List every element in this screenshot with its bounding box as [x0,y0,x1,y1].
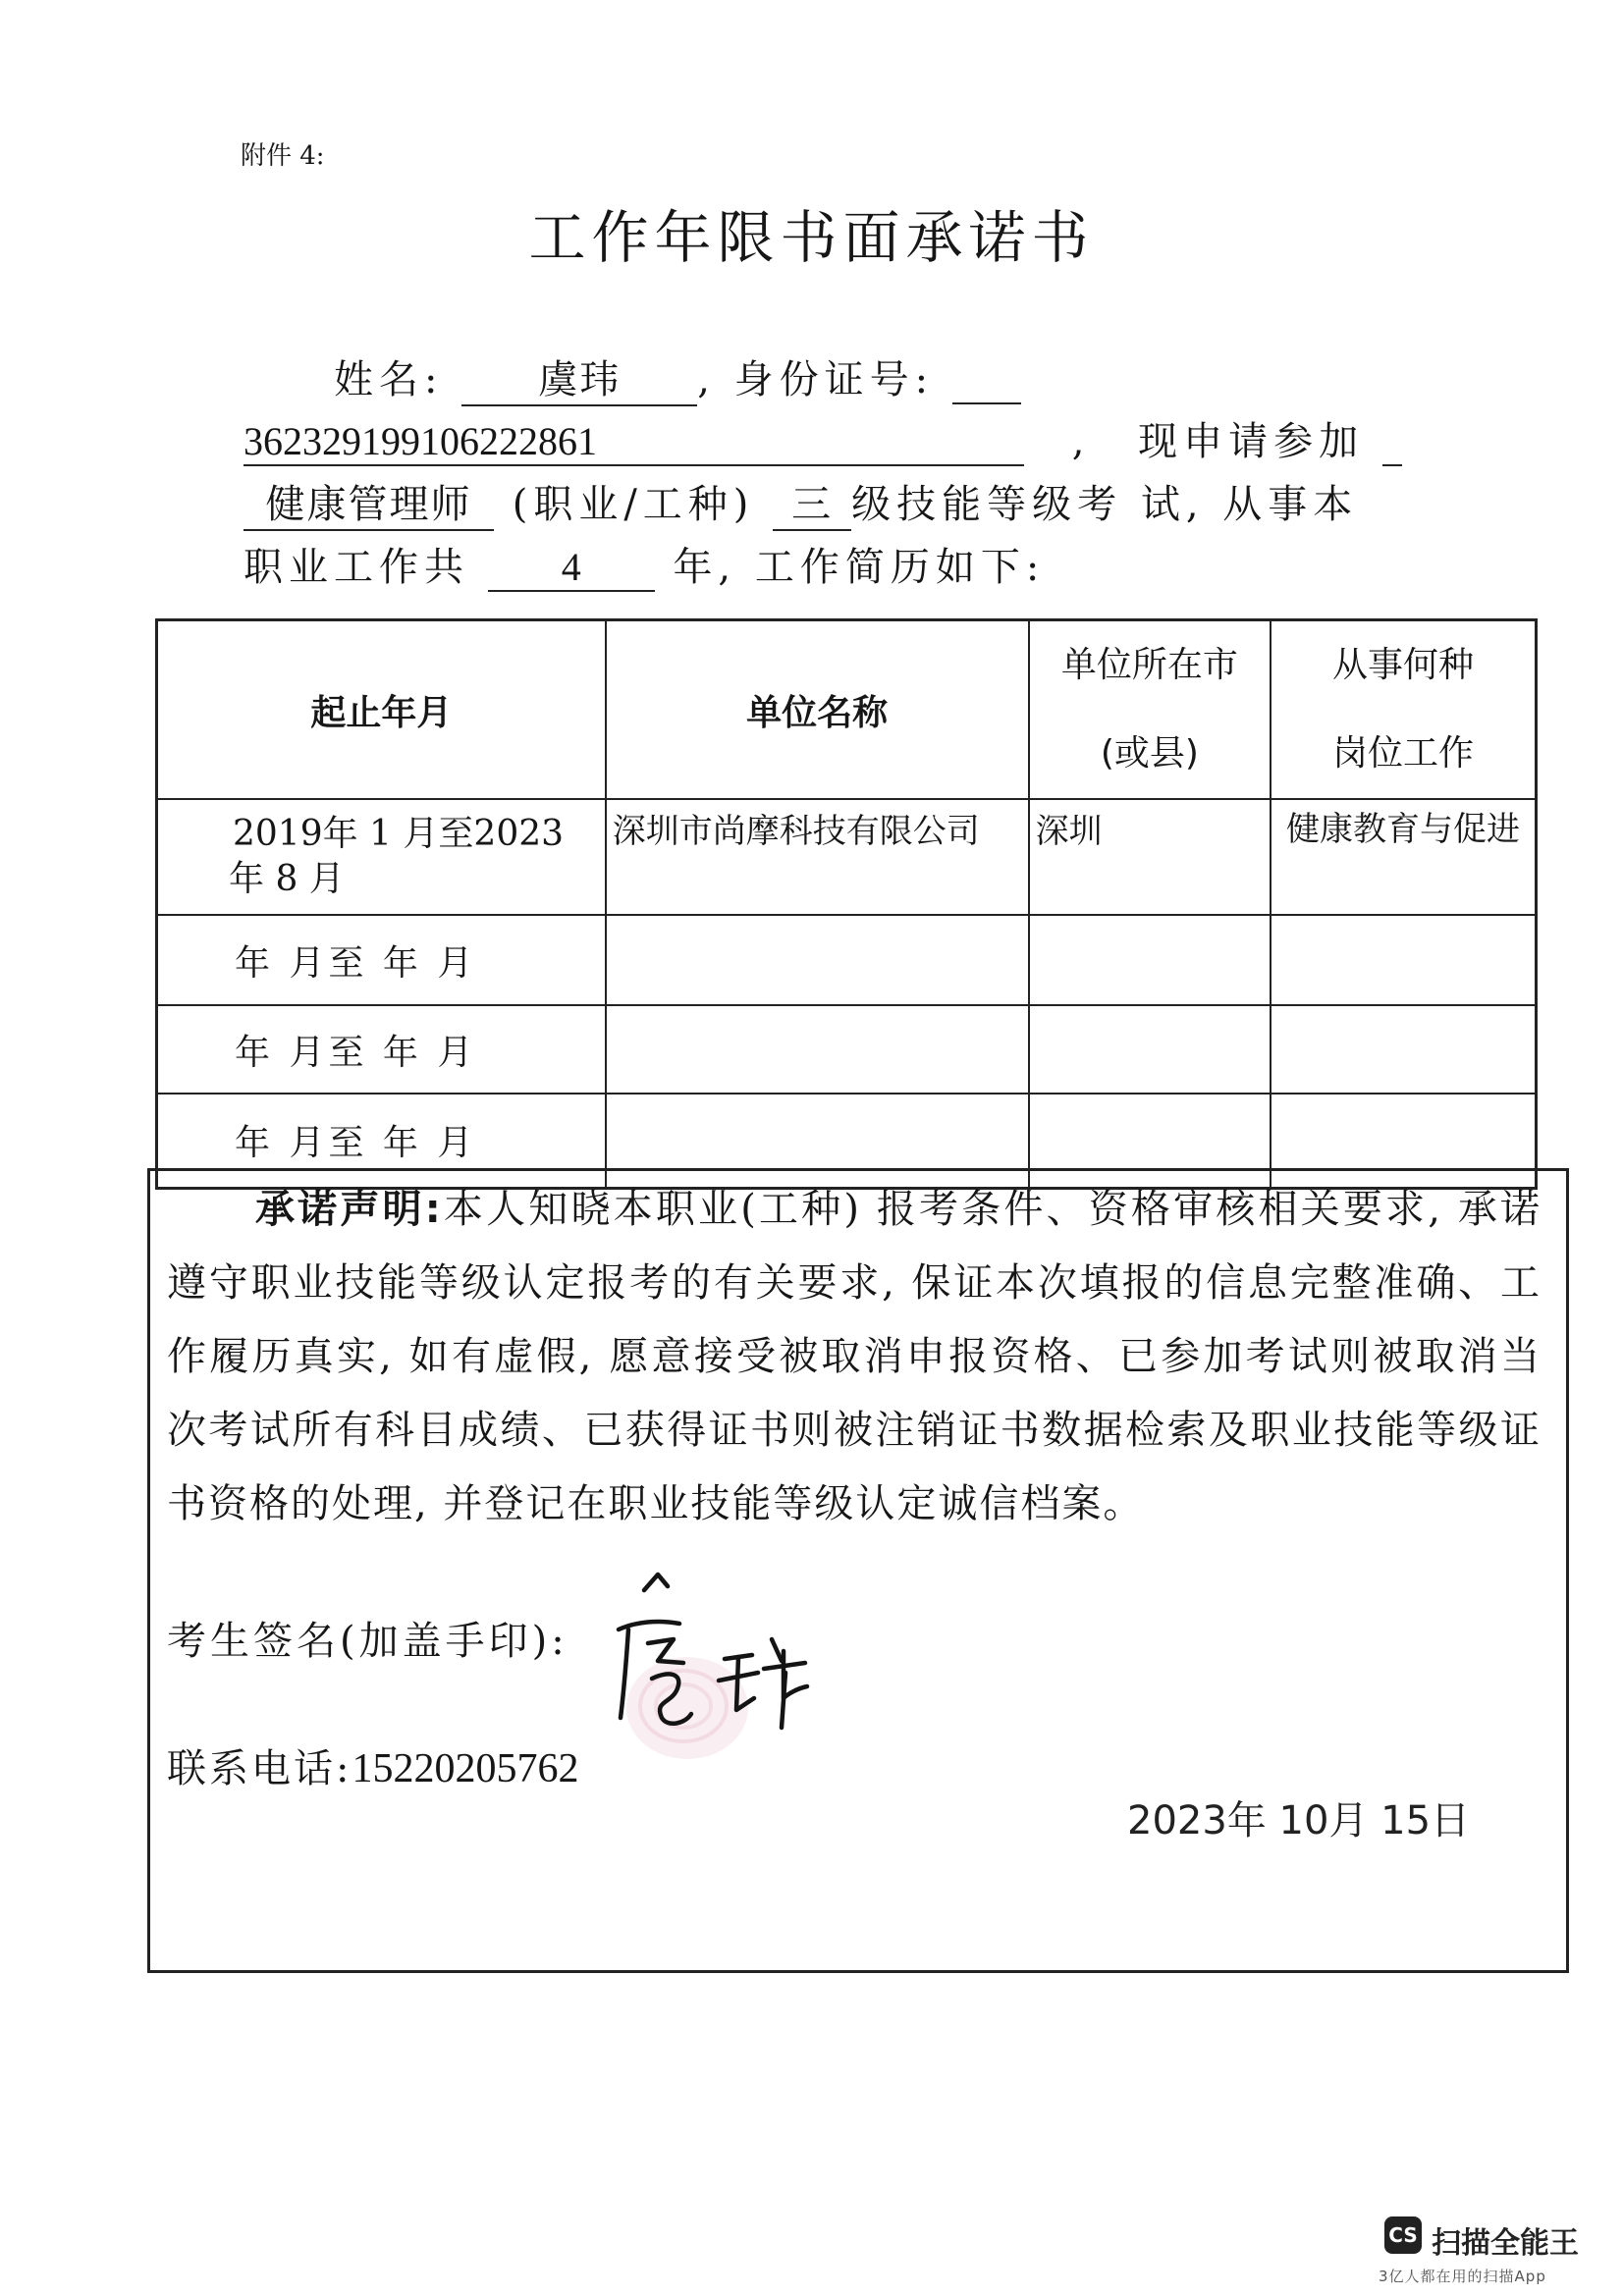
scanner-tagline: 3亿人都在用的扫描App [1379,2268,1546,2285]
name-value: 虞玮 [461,348,697,406]
header-job: 从事何种 岗位工作 [1271,620,1536,800]
header-city: 单位所在市 (或县) [1029,620,1271,800]
id-line: 362329199106222861 , 现申请参加 [243,410,1402,466]
header-period: 起止年月 [157,620,606,800]
phone-label: 联系电话: [167,1746,352,1791]
row-2-job [1271,915,1536,1005]
row-3-city [1029,1005,1271,1094]
document-title: 工作年限书面承诺书 [528,204,1095,271]
row-3-period: 年 月至 年 月 [157,1005,606,1094]
row-3-unit [606,1005,1029,1094]
level-value: 三 [773,473,851,531]
years-line [243,536,1045,592]
table-row [157,1005,1537,1094]
years-suffix: 年, 工作简历如下: [673,545,1046,590]
declaration-text: 本人知晓本职业(工种) 报考条件、资格审核相关要求, 承诺遵守职业技能等级认定报考的有关要求, 保证本次填报的信息完整准确、工作履历真实, 如有虚假, 愿意接受被取消申报资格、已参加考试则被取消当次考试所有科目成绩、已获得证书则被注销证书数据检索及职业技能等级证书资格的处理, 并登记在职业技能等级认定诚信档案。 [167,1187,1542,1526]
row-2-city [1029,915,1271,1005]
attachment-label: 附件 4: [241,141,325,171]
apply-text: 现申请参加 [1138,419,1365,464]
row-4-period: 年 月至 年 月 [157,1094,606,1188]
declaration-label: 承诺声明: [255,1187,443,1232]
row-1-job: 健康教育与促进 [1271,799,1536,915]
scanner-app-name: 扫描全能王 [1432,2226,1579,2261]
id-underline [952,357,1021,404]
row-1-unit: 深圳市尚摩科技有限公司 [606,799,1029,915]
id-number: 362329199106222861 [243,418,1024,466]
declaration [167,1173,1542,1541]
phone-line [167,1737,578,1793]
occupation-line [243,473,1358,531]
row-3-job [1271,1005,1536,1094]
scanner-logo-icon: CS [1384,2216,1422,2254]
years-prefix: 职业工作共 [243,545,469,590]
header-unit: 单位名称 [606,620,1029,800]
table-row [157,915,1537,1005]
signature-image [589,1571,844,1787]
level-suffix: 级技能等级考 试, 从事本 [851,482,1359,527]
id-label: 身份证号: [733,357,935,402]
row-2-period: 年 月至 年 月 [157,915,606,1005]
work-history-table [155,618,1538,1190]
signed-date: 2023年 10月 15日 [1127,1798,1471,1843]
occupation-suffix: (职业/工种) [512,482,755,527]
row-1-city: 深圳 [1029,799,1271,915]
name-label: 姓名: [334,357,444,402]
table-row [157,799,1537,915]
occupation-value: 健康管理师 [243,473,494,531]
name-line: 姓名: 虞玮 , 身份证号: [334,348,1021,406]
table-header-row [157,620,1537,800]
signature-label: 考生签名(加盖手印): [167,1619,568,1664]
phone-value: 15220205762 [352,1746,579,1791]
years-value: 4 [488,544,655,592]
row-2-unit [606,915,1029,1005]
row-1-period: 2019年 1 月至2023 年 8 月 [157,799,606,915]
